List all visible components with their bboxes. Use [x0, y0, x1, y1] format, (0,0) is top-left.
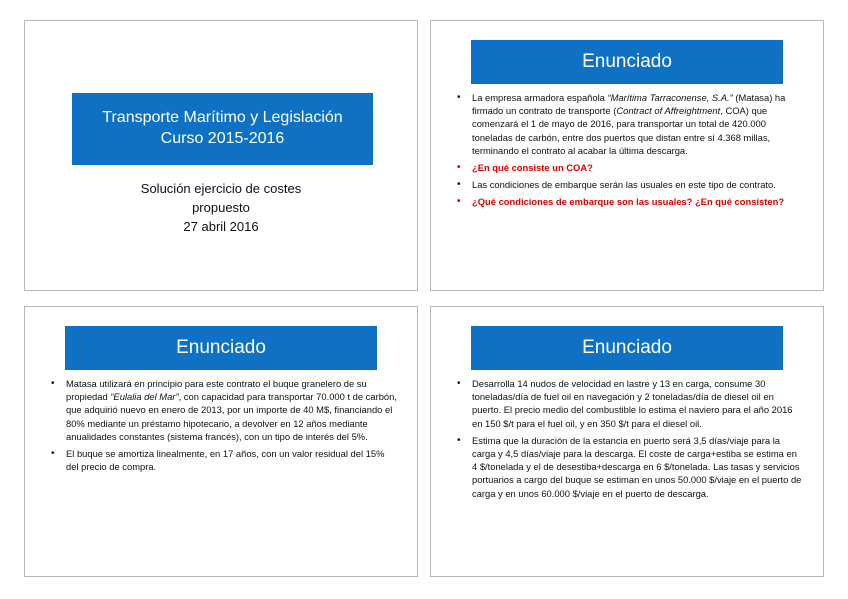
list-item: • Estima que la duración de la estancia en puerto será 3,5 días/viaje para la carga y 4,5 días/viaje para la descarga. El coste de carga+estiba se estima en 4 $/tonelada y el de desestiba+descarga en 6 $/tonelada. Las tasas y servicios portuarios a cargo del buque se estiman en unos 50.000 $/viaje en el puerto de carga y en unos 60.000 $/viaje en el puerto de descarga. — [457, 434, 803, 500]
subtitle-date: 27 abril 2016 — [183, 219, 259, 234]
list-item: • Matasa utilizará en principio para este contrato el buque granelero de su propiedad “Eulalia del Mar”, con capacidad para transportar 70.000 t de carbón, que adquirió nuevo en enero de 2013, por un importe de 40 M$, financiando el 80% mediante un préstamo hipotecario, a devolver en 12 años mediante anualidades constantes (sistema francés), con un tipo de interés del 5%. — [51, 377, 397, 443]
question-item: • ¿Qué condiciones de embarque son las usuales? ¿En qué consisten? — [457, 195, 803, 208]
question-item: • ¿En qué consiste un COA? — [457, 161, 803, 174]
bullet-list — [457, 91, 803, 213]
course-title: Transporte Marítimo y Legislación — [102, 109, 343, 127]
subtitle-block — [25, 179, 417, 236]
subtitle-line-1: Solución ejercicio de costes — [140, 181, 302, 196]
slide-heading: Enunciado — [471, 40, 783, 84]
slide-title — [24, 20, 418, 291]
company-name: “Marítima Tarraconense, S.A.” — [607, 92, 733, 103]
slide-enunciado-2 — [24, 306, 418, 577]
list-item: • Las condiciones de embarque serán las usuales en este tipo de contrato. — [457, 178, 803, 191]
slide-heading: Enunciado — [65, 326, 377, 370]
contract-term: Contract of Affreightment — [616, 105, 721, 117]
course-year: Curso 2015-2016 — [160, 130, 285, 147]
slide-enunciado-3 — [430, 306, 824, 577]
list-item: • El buque se amortiza linealmente, en 17 años, con un valor residual del 15% del precio de compra. — [51, 447, 397, 473]
ship-name: “Eulalia del Mar” — [110, 391, 179, 403]
list-item: • La empresa armadora española “Marítima Tarraconense, S.A.” (Matasa) ha firmado un contrato de transporte (Contract of Affreightment, COA) que comenzará el 1 de mayo de 2016, para transportar un total de 420.000 toneladas de carbón, entre dos puertos que distan entre sí 4.368 millas, terminando el contrato al acabar la última descarga. — [457, 91, 803, 157]
bullet-list — [51, 377, 397, 477]
title-banner — [72, 93, 373, 165]
subtitle-line-2: propuesto — [192, 200, 250, 215]
bullet-list — [457, 377, 803, 504]
list-item: • Desarrolla 14 nudos de velocidad en lastre y 13 en carga, consume 30 toneladas/día de fuel oil en navegación y 2 toneladas/día de diesel oil en puerto. El precio medio del combustible lo estima el naviero para el año 2016 en 150 $/t para el fuel oil, y en 350 $/t para el diesel oil. — [457, 377, 803, 430]
slide-enunciado-1 — [430, 20, 824, 291]
slide-heading: Enunciado — [471, 326, 783, 370]
